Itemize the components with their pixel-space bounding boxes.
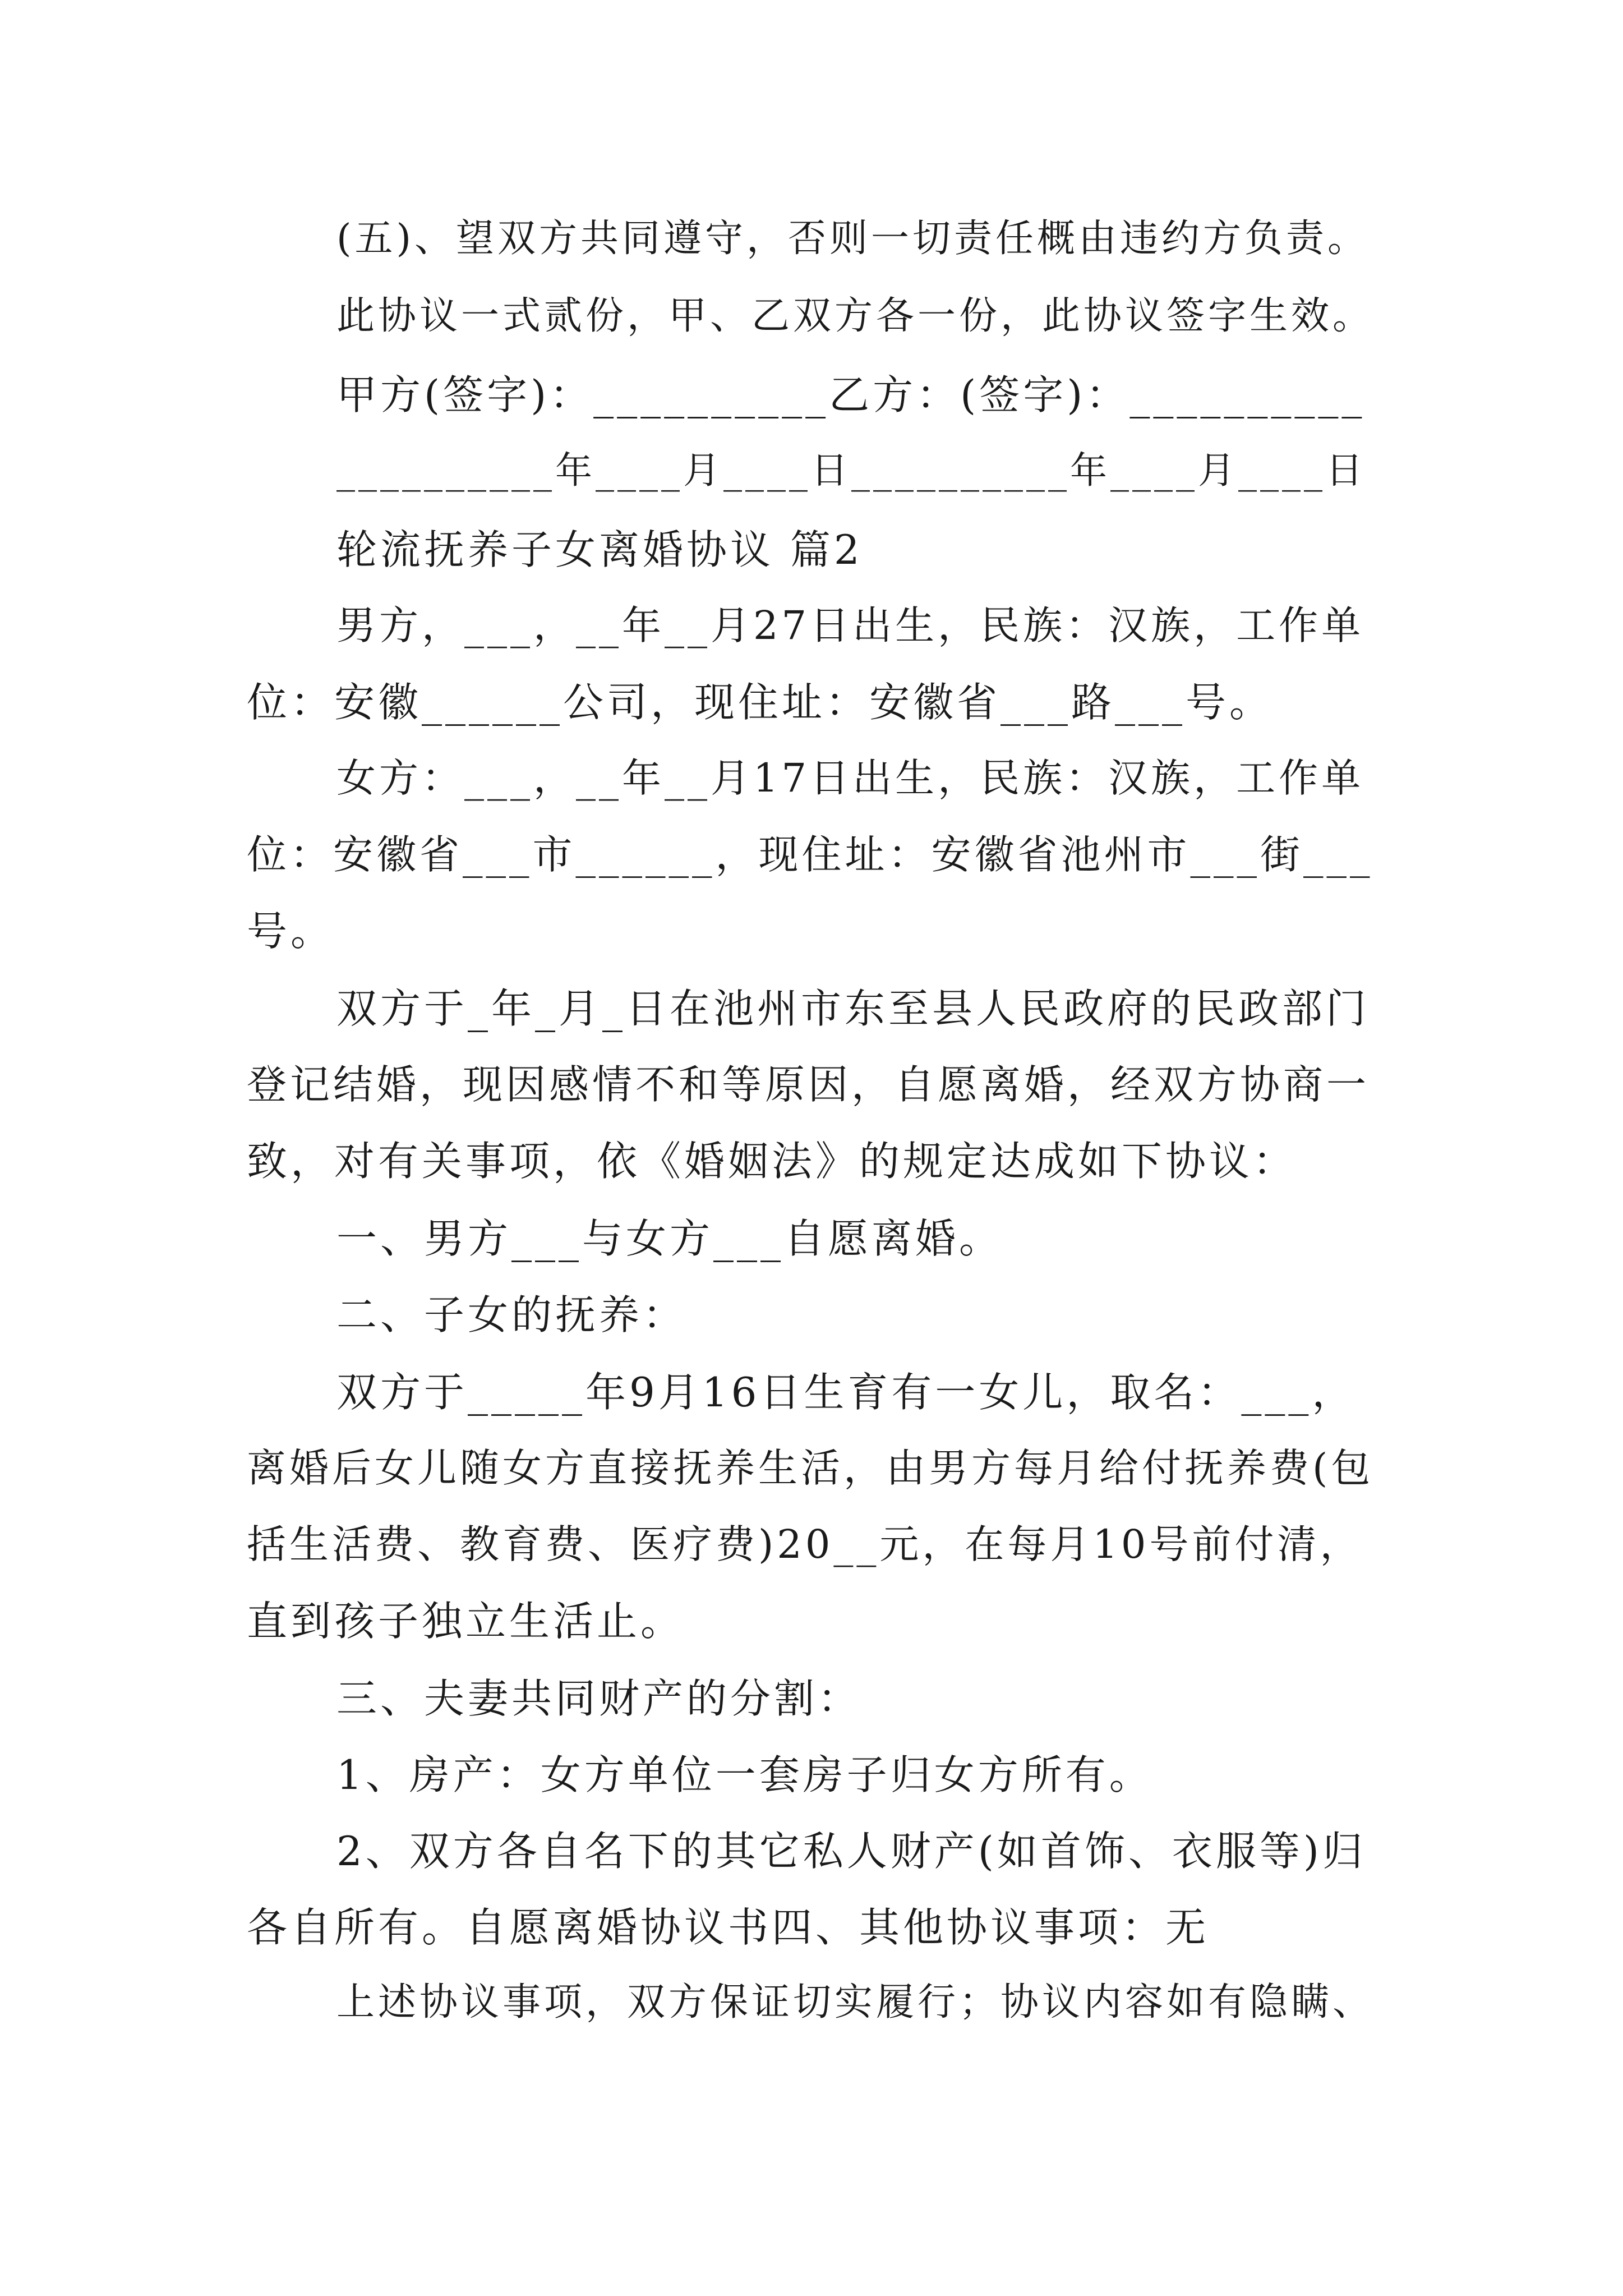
text-line: 括生活费、教育费、医疗费)20__元，在每月10号前付清， — [247, 1521, 1363, 1567]
text-line: 上述协议事项，双方保证切实履行；协议内容如有隐瞒、 — [336, 1980, 1375, 2024]
text-line: 双方于_年_月_日在池州市东至县人民政府的民政部门 — [336, 985, 1370, 1032]
signature-line: 甲方(签字)：__________乙方：(签字)：__________ — [336, 371, 1366, 418]
text-line: 1、房产：女方单位一套房子归女方所有。 — [336, 1751, 1153, 1798]
text-line: 此协议一式贰份，甲、乙双方各一份，此协议签字生效。 — [336, 294, 1375, 338]
text-line: 男方，___，__年__月27日出生，民族：汉族，工作单 — [336, 602, 1364, 648]
text-line: 二、子女的抚养： — [336, 1291, 687, 1338]
text-line: 女方：___，__年__月17日出生，民族：汉族，工作单 — [336, 755, 1364, 801]
text-line: 号。 — [247, 908, 335, 955]
text-line: (五)、望双方共同遵守，否则一切责任概由违约方负责。 — [336, 217, 1370, 261]
text-line: 位：安徽______公司，现住址：安徽省___路___号。 — [247, 679, 1274, 726]
text-line: 各自所有。自愿离婚协议书四、其他协议事项：无 — [247, 1904, 1210, 1951]
text-line: 登记结婚，现因感情不和等原因，自愿离婚，经双方协商一 — [247, 1061, 1370, 1108]
text-line: 双方于_____年9月16日生育有一女儿，取名：___， — [336, 1369, 1356, 1416]
text-line: 三、夫妻共同财产的分割： — [336, 1675, 862, 1722]
text-line: 一、男方___与女方___自愿离婚。 — [336, 1215, 1003, 1262]
text-line: 直到孩子独立生活止。 — [247, 1598, 685, 1645]
text-line: 离婚后女儿随女方直接抚养生活，由男方每月给付抚养费(包 — [247, 1445, 1374, 1491]
text-line: 2、双方各自名下的其它私人财产(如首饰、衣服等)归 — [336, 1828, 1366, 1875]
text-line: 位：安徽省___市______，现住址：安徽省池州市___街___ — [247, 831, 1373, 878]
date-line: __________年____月____日__________年____月____日 — [336, 449, 1366, 492]
section-heading: 轮流抚养子女离婚协议 篇2 — [336, 526, 863, 573]
text-line: 致，对有关事项，依《婚姻法》的规定达成如下协议： — [247, 1138, 1297, 1185]
